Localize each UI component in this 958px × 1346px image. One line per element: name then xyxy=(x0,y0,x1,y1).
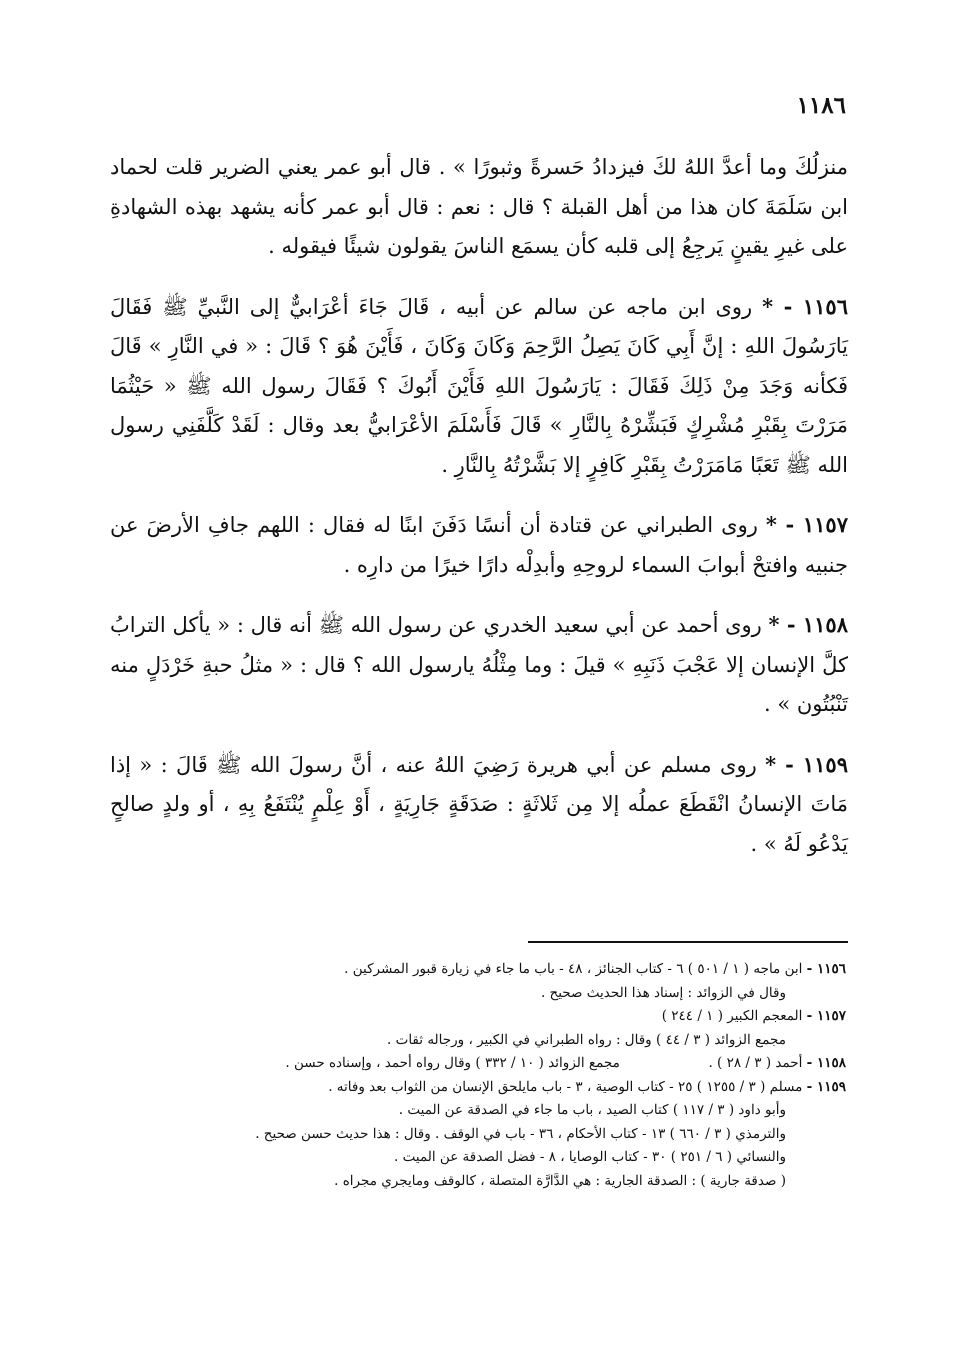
hadith-number: ١١٥٦ - * xyxy=(762,293,848,319)
footnote-text: وأبو داود ( ٣ / ١١٧ ) كتاب الصيد ، باب ما جاء في الصدقة عن الميت . xyxy=(398,1102,786,1118)
footnote-text: وقال في الزوائد : إسناد هذا الحديث صحيح . xyxy=(540,984,786,1001)
paragraph-continuation xyxy=(110,148,848,267)
hadith-text: روى الطبراني عن قتادة أن أنسًا دَفَنَ ابنًا له فقال : اللهم جافِ الأرضَ عن جنبيه وافتحْ أبوابَ السماء لروحِهِ وأبدِلْه دارًا خيرًا من دارِه . xyxy=(110,513,848,577)
hadith-number: ١١٥٩ - * xyxy=(765,751,848,777)
footnote-text: والنسائي ( ٦ / ٢٥١ ) ٣٠ - كتاب الوصايا ، ٨ - فضل الصدقة عن الميت . xyxy=(394,1149,786,1165)
footnotes xyxy=(112,958,846,1193)
paragraph-text: منزلُكَ وما أعدَّ اللهُ لكَ فيزدادُ حَسرةً وثبورًا » . قال أبو عمر يعني الضرير قلت لحماد ابن سَلَمَةَ كان هذا من أهل القبلة ؟ قال : نعم : قال أبو عمر كأنه يشهد بهذه الشهادةِ على غيرِ يقينٍ يَرجِعُ إلى قلبه كأن يسمَع الناسَ يقولون شيئًا فيقوله . xyxy=(110,155,848,258)
hadith-text: روى مسلم عن أبي هريرة رَضِيَ اللهُ عنه ، أنَّ رسولَ الله ﷺ قَالَ : « إذا مَاتَ الإنسانُ انْقَطَعَ عملُه إلا مِن ثَلاثَةٍ : صَدَقَةٍ جَارِيَةٍ ، أَوْ عِلْمٍ يُنْتَفَعُ بِهِ ، أو ولدٍ صالحٍ يَدْعُو لَهُ » . xyxy=(110,752,848,856)
hadith-1159 xyxy=(110,745,848,865)
hadith-number: ١١٥٨ - * xyxy=(768,612,848,637)
hadith-number: ١١٥٧ - * xyxy=(765,512,848,537)
footnote-line xyxy=(112,1005,846,1029)
main-text xyxy=(110,148,848,884)
footnote-line xyxy=(112,1052,846,1076)
footnote-text: والترمذي ( ٣ / ٦٦٠ ) ١٣ - كتاب الأحكام ، ٣٦ - باب في الوقف . وقال : هذا حديث حسن صحيح . xyxy=(255,1125,786,1142)
footnote-text: ابن ماجه ( ١ / ٥٠١ ) ٦ - كتاب الجنائز ، ٤٨ - باب ما جاء في زيارة قبور المشركين . xyxy=(344,961,803,977)
hadith-1156 xyxy=(110,287,848,486)
footnote-number: ١١٥٩ - xyxy=(806,1078,846,1095)
footnote-text: مسلم ( ٣ / ١٢٥٥ ) ٢٥ - كتاب الوصية ، ٣ - باب مايلحق الإنسان من الثواب بعد وفاته . xyxy=(328,1078,803,1095)
footnote-text: أحمد ( ٣ / ٢٨ ) . xyxy=(708,1055,803,1071)
hadith-1157 xyxy=(110,505,848,585)
footnote-number: ١١٥٨ - xyxy=(806,1055,846,1071)
hadith-1158 xyxy=(110,605,848,725)
footnote-divider xyxy=(528,941,848,943)
footnote-number: ١١٥٦ - xyxy=(806,961,846,977)
footnote-line xyxy=(112,1170,846,1194)
footnote-text: ( صدقة جارية ) : الصدقة الجارية : هي الدَّارَّة المتصلة ، كالوقف ومايجري مجراه . xyxy=(334,1172,786,1189)
footnote-number: ١١٥٧ - xyxy=(806,1008,846,1024)
footnote-line xyxy=(112,982,846,1006)
hadith-text: روى ابن ماجه عن سالم عن أبيه ، قَالَ جَاءَ أعْرَابيٌّ إلى النَّبيِّ ﷺ فَقَالَ يَارَسُولَ اللهِ : إنَّ أَبِي كَانَ يَصِلُ الرَّحِمَ وَكَانَ وَكَانَ ، فَأَيْنَ هُوَ ؟ قَالَ : « في النَّارِ » قَالَ فَكأنه وَجَدَ مِنْ ذَلِكَ فَقَالَ : يَارَسُولَ اللهِ فَأَيْنَ أَبُوكَ ؟ فَقَالَ رسول الله ﷺ « حَيْثُمَا مَرَرْتَ بِقَبْرِ مُشْرِكٍ فَبَشِّرْهُ بِالنَّارِ » قَالَ فَأَسْلَمَ الأعْرَابيُّ بعد وقال : لَقَدْ كَلَّفَنِي رسول الله ﷺ تَعَبًا مَامَرَرْتُ بِقَبْرِ كَافِرٍ إلا بَشَّرْتُهُ بِالنَّارِ . xyxy=(110,294,848,477)
hadith-text: روى أحمد عن أبي سعيد الخدري عن رسول الله ﷺ أنه قال : « يأكل الترابُ كلَّ الإنسان إلا عَجْبَ ذَنَبِهِ » قيلَ : وما مِثْلُهُ يارسول الله ؟ قال : « مثلُ حبةِ خَرْدَلٍ منه تَنْبُتُون » . xyxy=(110,613,848,716)
footnote-text-secondary: مجمع الزوائد ( ١٠ / ٣٣٢ ) وقال رواه أحمد ، وإسناده حسن . xyxy=(285,1055,620,1071)
footnote-text: المعجم الكبير ( ١ / ٢٤٤ ) xyxy=(661,1008,803,1024)
footnote-line xyxy=(112,1099,846,1123)
footnote-text: مجمع الزوائد ( ٣ / ٤٤ ) وقال : رواه الطبراني في الكبير ، ورجاله ثقات . xyxy=(387,1031,786,1048)
footnote-line xyxy=(112,958,846,982)
page-number: ١١٨٦ xyxy=(796,92,846,119)
footnote-line xyxy=(112,1146,846,1170)
footnote-line xyxy=(112,1123,846,1147)
footnote-line xyxy=(112,1076,846,1100)
footnote-line xyxy=(112,1029,846,1053)
